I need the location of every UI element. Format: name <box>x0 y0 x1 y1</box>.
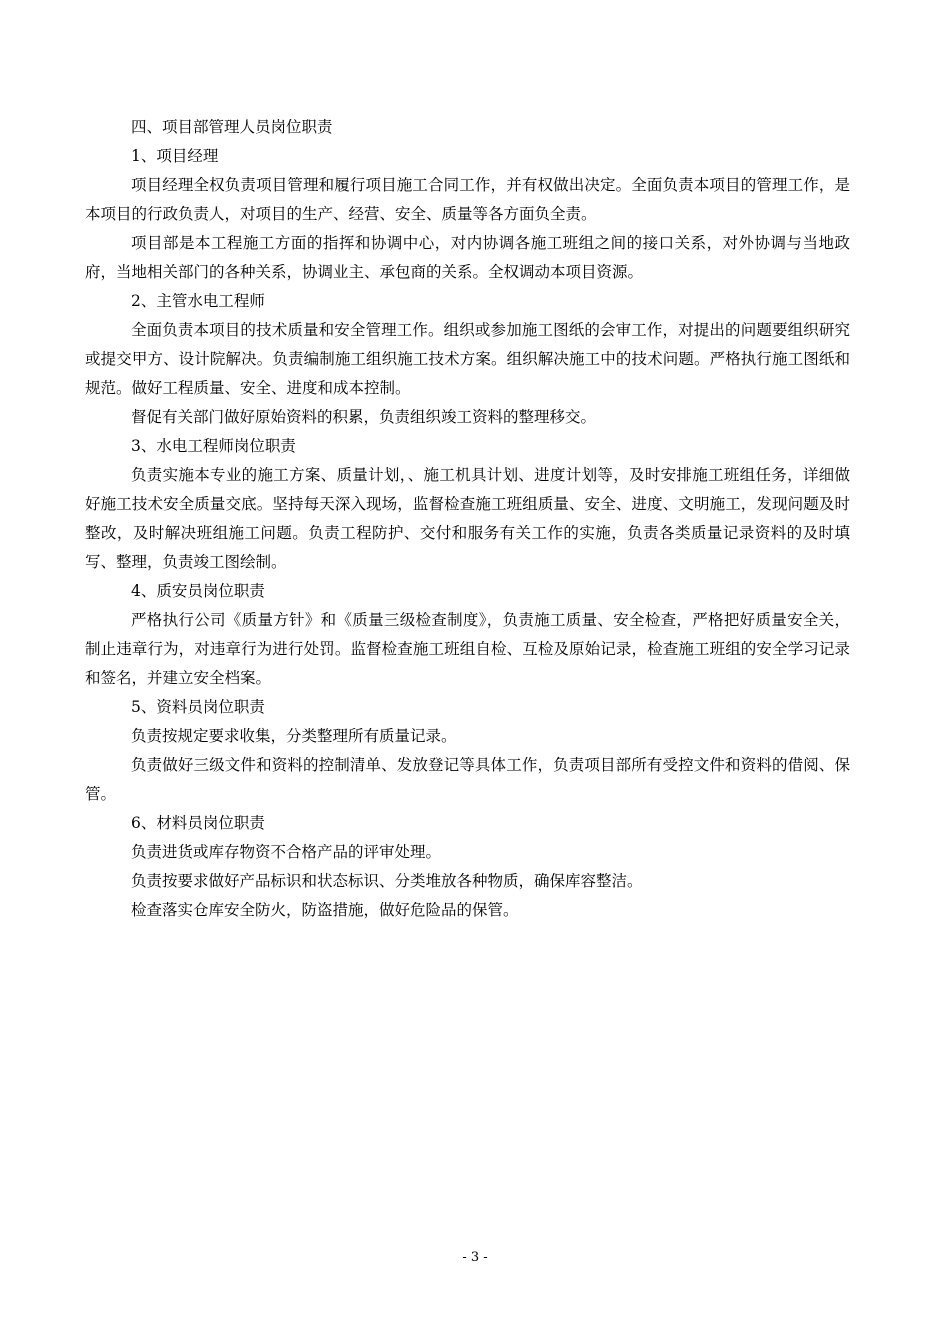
item-heading-engineer-duties: 3、水电工程师岗位职责 <box>131 437 296 455</box>
document-body <box>85 113 850 925</box>
paragraph: 负责按要求做好产品标识和状态标识、分类堆放各种物质，确保库容整洁。 <box>131 872 643 890</box>
paragraph: 项目部是本工程施工方面的指挥和协调中心，对内协调各施工班组之间的接口关系，对外协调与当地政府，当地相关部门的各种关系，协调业主、承包商的关系。全权调动本项目资源。 <box>85 234 850 281</box>
paragraph: 检查落实仓库安全防火，防盗措施，做好危险品的保管。 <box>131 901 519 919</box>
page-number: - 3 - <box>462 1250 488 1265</box>
paragraph: 负责进货或库存物资不合格产品的评审处理。 <box>131 843 442 861</box>
item-heading-project-manager: 1、项目经理 <box>131 147 219 165</box>
item-heading-materials: 6、材料员岗位职责 <box>131 814 265 832</box>
paragraph: 全面负责本项目的技术质量和安全管理工作。组织或参加施工图纸的会审工作，对提出的问题要组织研究或提交甲方、设计院解决。负责编制施工组织施工技术方案。组织解决施工中的技术问题。严格执行施工图纸和规范。做好工程质量、安全、进度和成本控制。 <box>85 321 850 397</box>
paragraph: 负责做好三级文件和资料的控制清单、发放登记等具体工作，负责项目部所有受控文件和资料的借阅、保管。 <box>85 756 850 803</box>
section-title: 四、项目部管理人员岗位职责 <box>131 118 333 136</box>
paragraph: 负责按规定要求收集，分类整理所有质量记录。 <box>131 727 457 745</box>
item-heading-quality-safety: 4、质安员岗位职责 <box>131 582 265 600</box>
item-heading-documentation: 5、资料员岗位职责 <box>131 698 265 716</box>
item-heading-chief-engineer: 2、主管水电工程师 <box>131 292 265 310</box>
paragraph: 严格执行公司《质量方针》和《质量三级检查制度》，负责施工质量、安全检查，严格把好质量安全关，制止违章行为，对违章行为进行处罚。监督检查施工班组自检、互检及原始记录，检查施工班组的安全学习记录和签名，并建立安全档案。 <box>85 611 850 687</box>
paragraph: 督促有关部门做好原始资料的积累，负责组织竣工资料的整理移交。 <box>131 408 597 426</box>
paragraph: 项目经理全权负责项目管理和履行项目施工合同工作，并有权做出决定。全面负责本项目的管理工作，是本项目的行政负责人，对项目的生产、经营、安全、质量等各方面负全责。 <box>85 176 850 223</box>
paragraph: 负责实施本专业的施工方案、质量计划，、施工机具计划、进度计划等，及时安排施工班组任务，详细做好施工技术安全质量交底。坚持每天深入现场，监督检查施工班组质量、安全、进度、文明施工，发现问题及时整改，及时解决班组施工问题。负责工程防护、交付和服务有关工作的实施，负责各类质量记录资料的及时填写、整理，负责竣工图绘制。 <box>85 466 850 571</box>
